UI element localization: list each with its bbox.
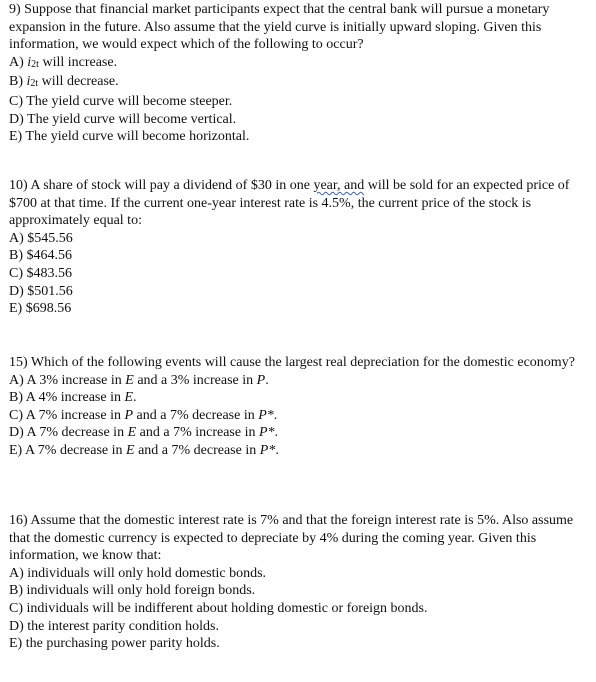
- question-stem: 15) Which of the following events will cause the largest real depreciation for the domestic economy?: [9, 355, 575, 370]
- answer-option: A) $545.56: [9, 230, 73, 246]
- answer-option: C) individuals will be indifferent about holding domestic or foreign bonds.: [9, 600, 428, 616]
- answer-option: D) $501.56: [9, 283, 73, 299]
- answer-option: D) The yield curve will become vertical.: [9, 111, 237, 127]
- answer-option: A) individuals will only hold domestic bonds.: [9, 565, 267, 581]
- answer-option: D) the interest parity condition holds.: [9, 618, 219, 634]
- question-stem: 9) Suppose that financial market participants expect that the central bank will pursue a monetary expansion in the future. Also assume that the yield curve is initially upward sloping. Given this information, we would expect which of the following to occur?: [9, 2, 550, 53]
- question-stem: 10) A share of stock will pay a dividend of $30 in one year, and will be sold for an expected price of $700 at that time. If the current one-year interest rate is 4.5%, the current price of the stock is approximately equal to:: [9, 178, 570, 229]
- answer-option: A) A 3% increase in E and a 3% increase in P.: [9, 372, 269, 388]
- answer-option: B) $464.56: [9, 248, 72, 264]
- answer-option: E) the purchasing power parity holds.: [9, 636, 220, 652]
- grammar-check-underline: year, and: [313, 178, 365, 193]
- question-10: [9, 177, 593, 318]
- question-stem: 16) Assume that the domestic interest rate is 7% and that the foreign interest rate is 5%. Also assume that the domestic currency is expected to depreciate by 4% during the coming year. Given this information, we know that:: [9, 513, 574, 564]
- answer-option: A) i2t will increase.: [9, 54, 118, 70]
- answer-option: C) The yield curve will become steeper.: [9, 93, 233, 109]
- answer-option: C) $483.56: [9, 265, 72, 281]
- answer-option: B) i2t will decrease.: [9, 74, 119, 90]
- answer-option: B) A 4% increase in E.: [9, 390, 137, 406]
- answer-option: E) The yield curve will become horizontal.: [9, 129, 250, 145]
- question-9: [9, 1, 593, 146]
- question-16: [9, 512, 593, 653]
- question-15: [9, 354, 593, 460]
- answer-option: D) A 7% decrease in E and a 7% increase in P*.: [9, 425, 279, 441]
- answer-option: C) A 7% increase in P and a 7% decrease in P*.: [9, 407, 278, 423]
- answer-option: B) individuals will only hold foreign bonds.: [9, 583, 256, 599]
- answer-option: E) A 7% decrease in E and a 7% decrease in P*.: [9, 442, 279, 458]
- answer-option: E) $698.56: [9, 301, 72, 317]
